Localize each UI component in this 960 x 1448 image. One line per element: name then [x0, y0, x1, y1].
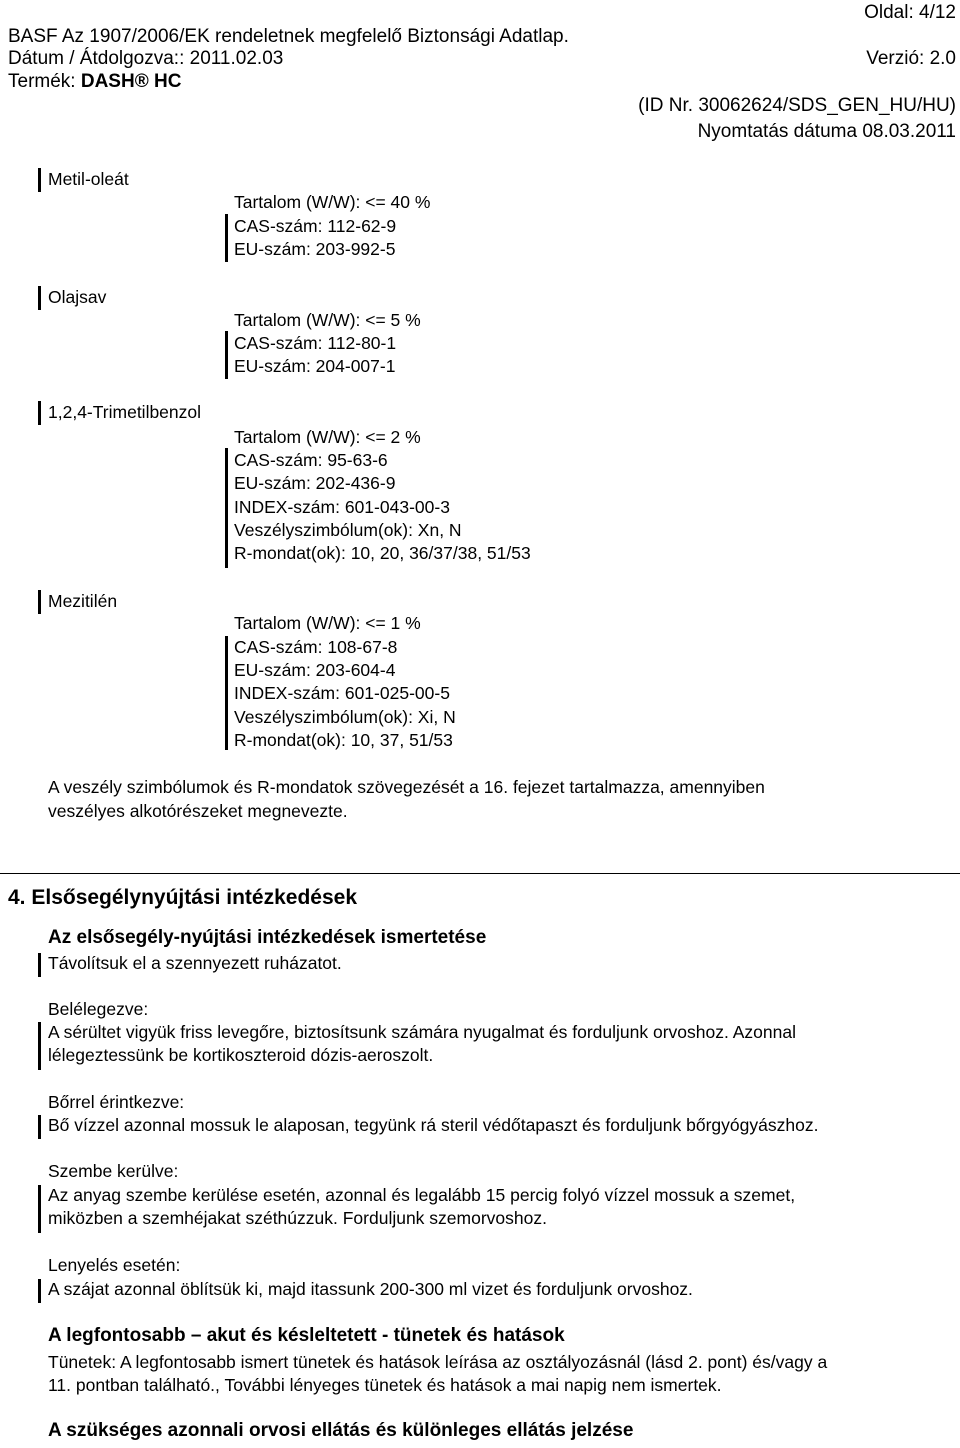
change-bar	[38, 286, 41, 310]
ingestion-text: A szájat azonnal öblítsük ki, majd itassunk 200-300 ml vizet és forduljunk orvoshoz.	[48, 1279, 693, 1299]
substance-content: Tartalom (W/W): <= 1 %	[234, 613, 421, 633]
symptoms-text: 11. pontban található., További lényeges tünetek és hatások a mai napig nem ismertek.	[48, 1375, 722, 1395]
skin-label: Bőrrel érintkezve:	[48, 1092, 185, 1112]
document-id: (ID Nr. 30062624/SDS_GEN_HU/HU)	[638, 95, 956, 116]
change-bar	[225, 636, 228, 750]
substance-cas: CAS-szám: 95-63-6	[234, 450, 388, 470]
section-title: 4. Elsősegélynyújtási intézkedések	[8, 886, 358, 909]
substance-r-phrases: R-mondat(ok): 10, 20, 36/37/38, 51/53	[234, 543, 531, 563]
subsection-title: Az elsősegély-nyújtási intézkedések ismertetése	[48, 927, 487, 948]
ingestion-label: Lenyelés esetén:	[48, 1255, 181, 1275]
section-divider	[0, 873, 960, 874]
product-suffix: HC	[148, 71, 182, 92]
change-bar	[38, 1115, 41, 1139]
inhalation-text: A sérültet vigyük friss levegőre, biztosítsunk számára nyugalmat és forduljunk orvoshoz. Azonnal	[48, 1022, 797, 1042]
hazard-note: A veszély szimbólumok és R-mondatok szövegezését a 16. fejezet tartalmazza, amennyiben	[48, 777, 765, 797]
revision-date: Dátum / Átdolgozva:: 2011.02.03	[8, 48, 284, 69]
change-bar	[38, 401, 41, 425]
eyes-label: Szembe kerülve:	[48, 1161, 179, 1181]
substance-symbols: Veszélyszimbólum(ok): Xn, N	[234, 520, 462, 540]
eyes-text: miközben a szemhéjakat széthúzzuk. Forduljunk szemorvoshoz.	[48, 1208, 547, 1228]
substance-eu: EU-szám: 202-436-9	[234, 473, 396, 493]
substance-symbols: Veszélyszimbólum(ok): Xi, N	[234, 707, 456, 727]
general-advice: Távolítsuk el a szennyezett ruházatot.	[48, 953, 342, 973]
skin-text: Bő vízzel azonnal mossuk le alaposan, tegyünk rá steril védőtapaszt és forduljunk bőrgyógyászhoz.	[48, 1115, 819, 1135]
substance-content: Tartalom (W/W): <= 5 %	[234, 310, 421, 330]
substance-name: Olajsav	[48, 287, 107, 307]
product-line	[8, 71, 181, 93]
change-bar	[38, 1185, 41, 1233]
substance-r-phrases: R-mondat(ok): 10, 37, 51/53	[234, 730, 453, 750]
product-label: Termék:	[8, 71, 81, 92]
substance-cas: CAS-szám: 108-67-8	[234, 637, 398, 657]
substance-eu: EU-szám: 204-007-1	[234, 356, 396, 376]
inhalation-label: Belélegezve:	[48, 999, 149, 1019]
change-bar	[38, 1022, 41, 1070]
substance-content: Tartalom (W/W): <= 2 %	[234, 427, 421, 447]
inhalation-text: lélegeztessünk be kortikoszteroid dózis-aeroszolt.	[48, 1045, 434, 1065]
product-name: DASH	[80, 71, 135, 92]
substance-eu: EU-szám: 203-992-5	[234, 239, 396, 259]
change-bar	[225, 214, 228, 262]
substance-content: Tartalom (W/W): <= 40 %	[234, 192, 431, 212]
symptoms-text: Tünetek: A legfontosabb ismert tünetek és hatások leírása az osztályozásnál (lásd 2. pont) és/vagy a	[48, 1352, 828, 1372]
substance-index: INDEX-szám: 601-025-00-5	[234, 683, 450, 703]
registered-mark: ®	[134, 71, 149, 92]
substance-cas: CAS-szám: 112-62-9	[234, 216, 397, 236]
change-bar	[38, 168, 41, 192]
substance-name: Metil-oleát	[48, 169, 129, 189]
substance-index: INDEX-szám: 601-043-00-3	[234, 497, 450, 517]
page-number: Oldal: 4/12	[864, 2, 956, 23]
eyes-text: Az anyag szembe kerülése esetén, azonnal és legalább 15 percig folyó vízzel mossuk a szemet,	[48, 1185, 796, 1205]
change-bar	[225, 331, 228, 379]
change-bar	[38, 953, 41, 977]
substance-cas: CAS-szám: 112-80-1	[234, 333, 397, 353]
regulation-title: BASF Az 1907/2006/EK rendeletnek megfelelő Biztonsági Adatlap.	[8, 26, 569, 47]
change-bar	[38, 590, 41, 614]
medical-care-title: A szükséges azonnali orvosi ellátás és különleges ellátás jelzése	[48, 1420, 634, 1441]
substance-eu: EU-szám: 203-604-4	[234, 660, 396, 680]
substance-name: 1,2,4-Trimetilbenzol	[48, 402, 202, 422]
hazard-note: veszélyes alkotórészeket megnevezte.	[48, 801, 348, 821]
change-bar	[225, 448, 228, 568]
substance-name: Mezitilén	[48, 591, 118, 611]
version: Verzió: 2.0	[866, 48, 956, 69]
print-date: Nyomtatás dátuma 08.03.2011	[697, 121, 956, 142]
change-bar	[38, 1279, 41, 1303]
symptoms-title: A legfontosabb – akut és késleltetett - tünetek és hatások	[48, 1325, 565, 1346]
